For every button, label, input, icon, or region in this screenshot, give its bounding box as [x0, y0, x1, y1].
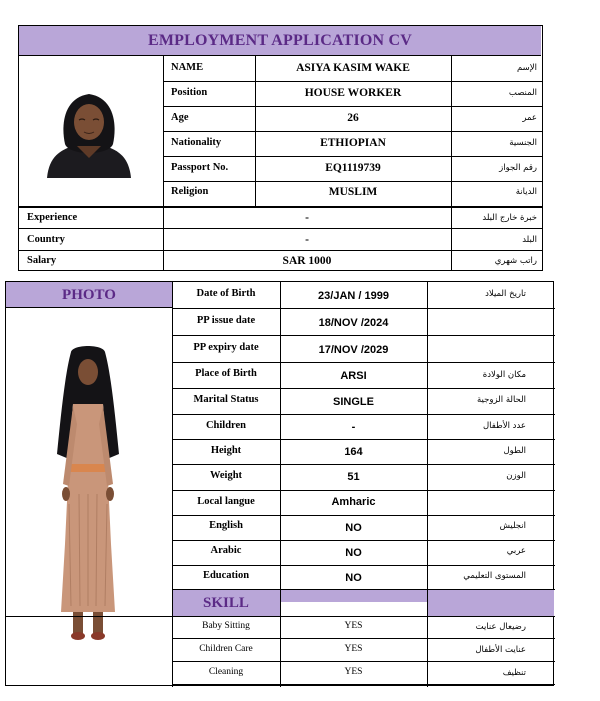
passport-label: Passport No. [171, 162, 229, 173]
place-of-birth-label: Place of Birth [195, 368, 257, 379]
dob-value: 23/JAN / 1999 [318, 290, 389, 302]
experience-label: Experience [27, 212, 78, 223]
skill-children-care-value: YES [344, 644, 363, 654]
portrait-photo [39, 86, 139, 178]
pp-expiry-label: PP expiry date [193, 342, 259, 353]
place-of-birth-value: ARSI [340, 370, 367, 382]
weight-value: 51 [347, 471, 360, 483]
position-arabic: المنصب [508, 88, 537, 98]
english-label: English [209, 520, 243, 531]
experience-value: - [305, 212, 309, 224]
arabic-label: Arabic [210, 545, 242, 556]
education-arabic: المستوى التعليمي [463, 571, 526, 581]
skill-cleaning-label: Cleaning [208, 667, 244, 677]
weight-label: Weight [209, 470, 243, 481]
children-value: - [351, 421, 356, 433]
country-arabic: البلد [522, 235, 537, 245]
nationality-value: ETHIOPIAN [320, 137, 386, 149]
personal-info-table [18, 25, 543, 271]
photo-header: PHOTO [6, 282, 172, 308]
salary-label: Salary [27, 255, 57, 266]
children-arabic: عدد الأطفال [482, 421, 526, 431]
place-of-birth-arabic: مكان الولادة [482, 370, 526, 380]
children-label: Children [205, 420, 247, 431]
skill-baby-sitting-arabic: رضيعال عنايت [475, 622, 526, 632]
document-title: EMPLOYMENT APPLICATION CV [19, 26, 541, 56]
height-arabic: الطول [503, 446, 526, 456]
age-arabic: عمر [522, 113, 537, 123]
experience-arabic: خبرة خارج البلد [482, 213, 537, 223]
education-label: Education [202, 570, 250, 581]
religion-value: MUSLIM [328, 186, 378, 198]
height-label: Height [210, 445, 242, 456]
english-value: NO [345, 522, 362, 534]
skill-children-care-arabic: عنايت الأطفال [475, 645, 526, 655]
salary-value: SAR 1000 [282, 255, 332, 267]
name-label: NAME [171, 62, 204, 73]
skill-header-fill-right [428, 590, 554, 616]
country-label: Country [27, 234, 65, 245]
nationality-label: Nationality [171, 137, 222, 148]
details-table [5, 281, 554, 686]
arabic-value: NO [345, 547, 362, 559]
arabic-arabic: عربي [506, 546, 526, 556]
skill-children-care-label: Children Care [199, 644, 253, 654]
local-language-value: Amharic [331, 496, 376, 508]
local-language-label: Local langue [197, 496, 255, 507]
name-arabic: الإسم [517, 63, 537, 73]
nationality-arabic: الجنسية [509, 138, 537, 148]
weight-arabic: الوزن [506, 471, 526, 481]
passport-arabic: رقم الجواز [499, 163, 537, 173]
salary-arabic: راتب شهري [494, 256, 537, 266]
skill-baby-sitting-value: YES [344, 621, 363, 631]
age-label: Age [171, 112, 189, 123]
age-value: 26 [347, 112, 359, 124]
pp-expiry-value: 17/NOV /2029 [318, 344, 389, 356]
skill-cleaning-value: YES [344, 667, 363, 677]
religion-label: Religion [171, 186, 209, 197]
country-value: - [305, 234, 309, 246]
dob-arabic: تاريخ الميلاد [485, 289, 526, 299]
position-value: HOUSE WORKER [304, 87, 402, 99]
religion-arabic: الديانة [515, 187, 537, 197]
skill-header: SKILL [173, 590, 280, 616]
pp-issue-label: PP issue date [196, 315, 256, 326]
marital-status-arabic: الحالة الزوجية [477, 395, 526, 405]
marital-status-value: SINGLE [333, 396, 374, 408]
passport-value: EQ1119739 [325, 162, 381, 174]
skill-header-fill [281, 590, 427, 602]
english-arabic: انجليش [499, 521, 526, 531]
full-body-photo [49, 344, 127, 642]
skill-cleaning-arabic: تنظيف [502, 668, 526, 678]
education-value: NO [345, 572, 362, 584]
dob-label: Date of Birth [196, 288, 256, 299]
skill-baby-sitting-label: Baby Sitting [202, 621, 250, 631]
name-value: ASIYA KASIM WAKE [296, 62, 410, 74]
height-value: 164 [344, 446, 363, 458]
pp-issue-value: 18/NOV /2024 [318, 317, 389, 329]
position-label: Position [171, 87, 208, 98]
marital-status-label: Marital Status [193, 394, 259, 405]
